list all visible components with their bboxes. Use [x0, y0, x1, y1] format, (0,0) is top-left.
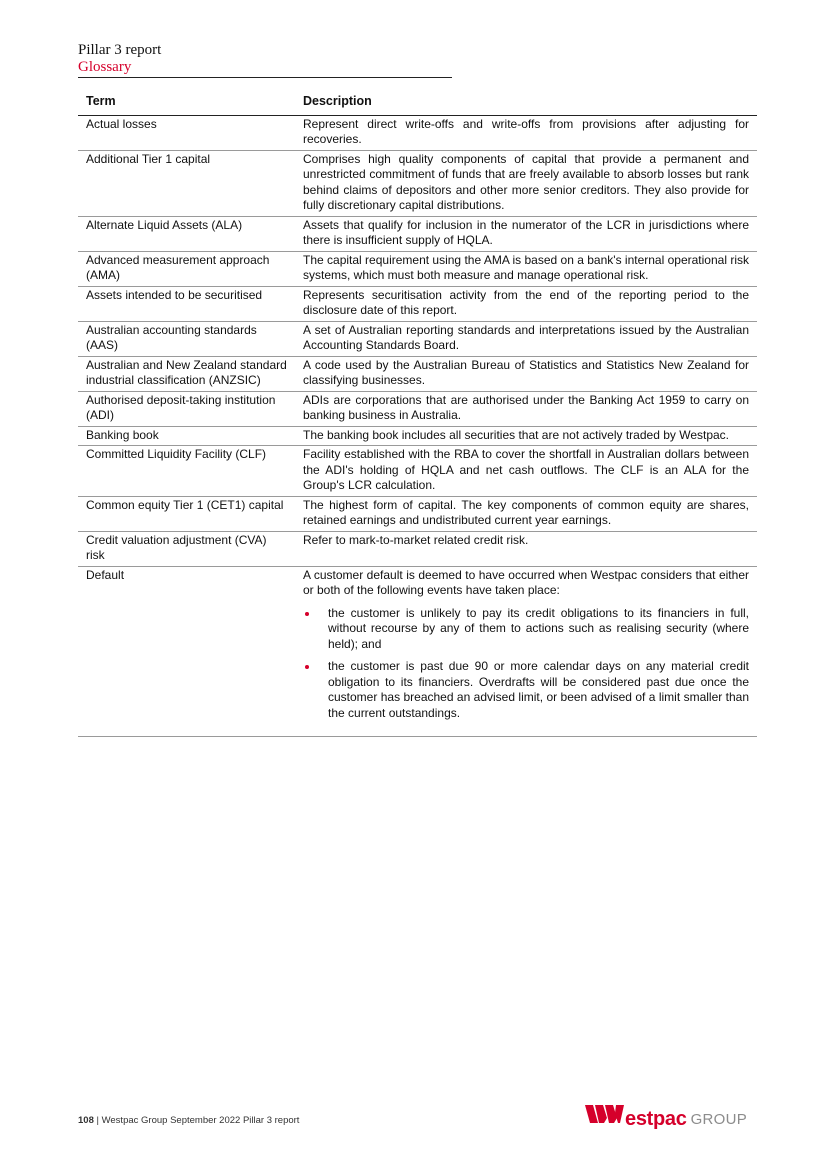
logo-group-text: GROUP — [690, 1111, 748, 1128]
description-cell: The banking book includes all securities that are not actively traded by Westpac. — [295, 426, 757, 446]
page-footer — [78, 1115, 299, 1126]
bullet-icon — [305, 665, 309, 669]
term-cell: Australian accounting standards (AAS) — [78, 321, 295, 356]
report-title: Pillar 3 report — [78, 42, 162, 58]
description-cell: Facility established with the RBA to cover the shortfall in Australian dollars between the ADI's holding of HQLA and net cash outflows. The CLF is an ALA for the Group's LCR calculation. — [295, 446, 757, 497]
term-cell: Banking book — [78, 426, 295, 446]
term-cell: Common equity Tier 1 (CET1) capital — [78, 496, 295, 531]
term-cell: Authorised deposit-taking institution (ADI) — [78, 391, 295, 426]
table-row — [78, 321, 757, 356]
table-row — [78, 251, 757, 286]
term-cell: Assets intended to be securitised — [78, 286, 295, 321]
description-cell: Represent direct write-offs and write-offs from provisions after adjusting for recoveries. — [295, 115, 757, 150]
westpac-group-logo — [585, 1105, 747, 1129]
table-row — [78, 286, 757, 321]
list-item-text: the customer is unlikely to pay its credit obligations to its financiers in full, without recourse by any of them to actions such as realising security (where held); and — [328, 605, 749, 651]
page-header — [78, 41, 452, 78]
table-row — [78, 566, 757, 737]
term-cell: Advanced measurement approach (AMA) — [78, 251, 295, 286]
bullet-icon — [305, 612, 309, 616]
table-row — [78, 446, 757, 497]
table-row — [78, 531, 757, 566]
header-divider — [78, 77, 452, 78]
glossary-table — [78, 94, 757, 737]
description-cell: Represents securitisation activity from the end of the reporting period to the disclosure date of this report. — [295, 286, 757, 321]
description-cell: The capital requirement using the AMA is based on a bank's internal operational risk systems, which must both measure and manage operational risk. — [295, 251, 757, 286]
table-header-row — [78, 94, 757, 115]
list-item-text: the customer is past due 90 or more calendar days on any material credit obligation to its financiers. Overdrafts will be considered past due once the customer has breached an advised limit, or been advised of a limit smaller than the current outstandings. — [328, 659, 749, 720]
footer-text: | Westpac Group September 2022 Pillar 3 report — [93, 1115, 300, 1126]
table-row — [78, 115, 757, 150]
column-header-term: Term — [78, 94, 295, 115]
description-text: A customer default is deemed to have occurred when Westpac considers that either or both of the following events have taken place: — [303, 567, 749, 597]
description-cell: A set of Australian reporting standards and interpretations issued by the Australian Accounting Standards Board. — [295, 321, 757, 356]
term-cell: Additional Tier 1 capital — [78, 150, 295, 216]
bullet-list — [303, 606, 749, 722]
section-title: Glossary — [78, 59, 132, 75]
term-cell: Credit valuation adjustment (CVA) risk — [78, 531, 295, 566]
table-row — [78, 496, 757, 531]
description-cell: ADIs are corporations that are authorised under the Banking Act 1959 to carry on banking business in Australia. — [295, 391, 757, 426]
column-header-description: Description — [295, 94, 757, 115]
description-cell: Comprises high quality components of capital that provide a permanent and unrestricted commitment of funds that are freely available to absorb losses but rank behind claims of depositors and other more senior creditors. They also provide for fully discretionary capital distributions. — [295, 150, 757, 216]
table-row — [78, 426, 757, 446]
description-cell: Assets that qualify for inclusion in the numerator of the LCR in jurisdictions where there is insufficient supply of HQLA. — [295, 216, 757, 251]
table-row — [78, 391, 757, 426]
table-row — [78, 216, 757, 251]
table-row — [78, 356, 757, 391]
westpac-w-logo-icon — [585, 1104, 625, 1129]
list-item — [303, 659, 749, 721]
table-row — [78, 150, 757, 216]
term-cell: Actual losses — [78, 115, 295, 150]
description-cell — [295, 566, 757, 737]
term-cell: Australian and New Zealand standard industrial classification (ANZSIC) — [78, 356, 295, 391]
description-cell: The highest form of capital. The key components of common equity are shares, retained earnings and undistributed current year earnings. — [295, 496, 757, 531]
term-cell: Default — [78, 566, 295, 737]
description-cell: A code used by the Australian Bureau of Statistics and Statistics New Zealand for classifying businesses. — [295, 356, 757, 391]
list-item — [303, 606, 749, 653]
description-cell: Refer to mark-to-market related credit risk. — [295, 531, 757, 566]
logo-wordmark: estpac — [625, 1108, 687, 1130]
page-number: 108 — [78, 1115, 94, 1126]
term-cell: Committed Liquidity Facility (CLF) — [78, 446, 295, 497]
term-cell: Alternate Liquid Assets (ALA) — [78, 216, 295, 251]
